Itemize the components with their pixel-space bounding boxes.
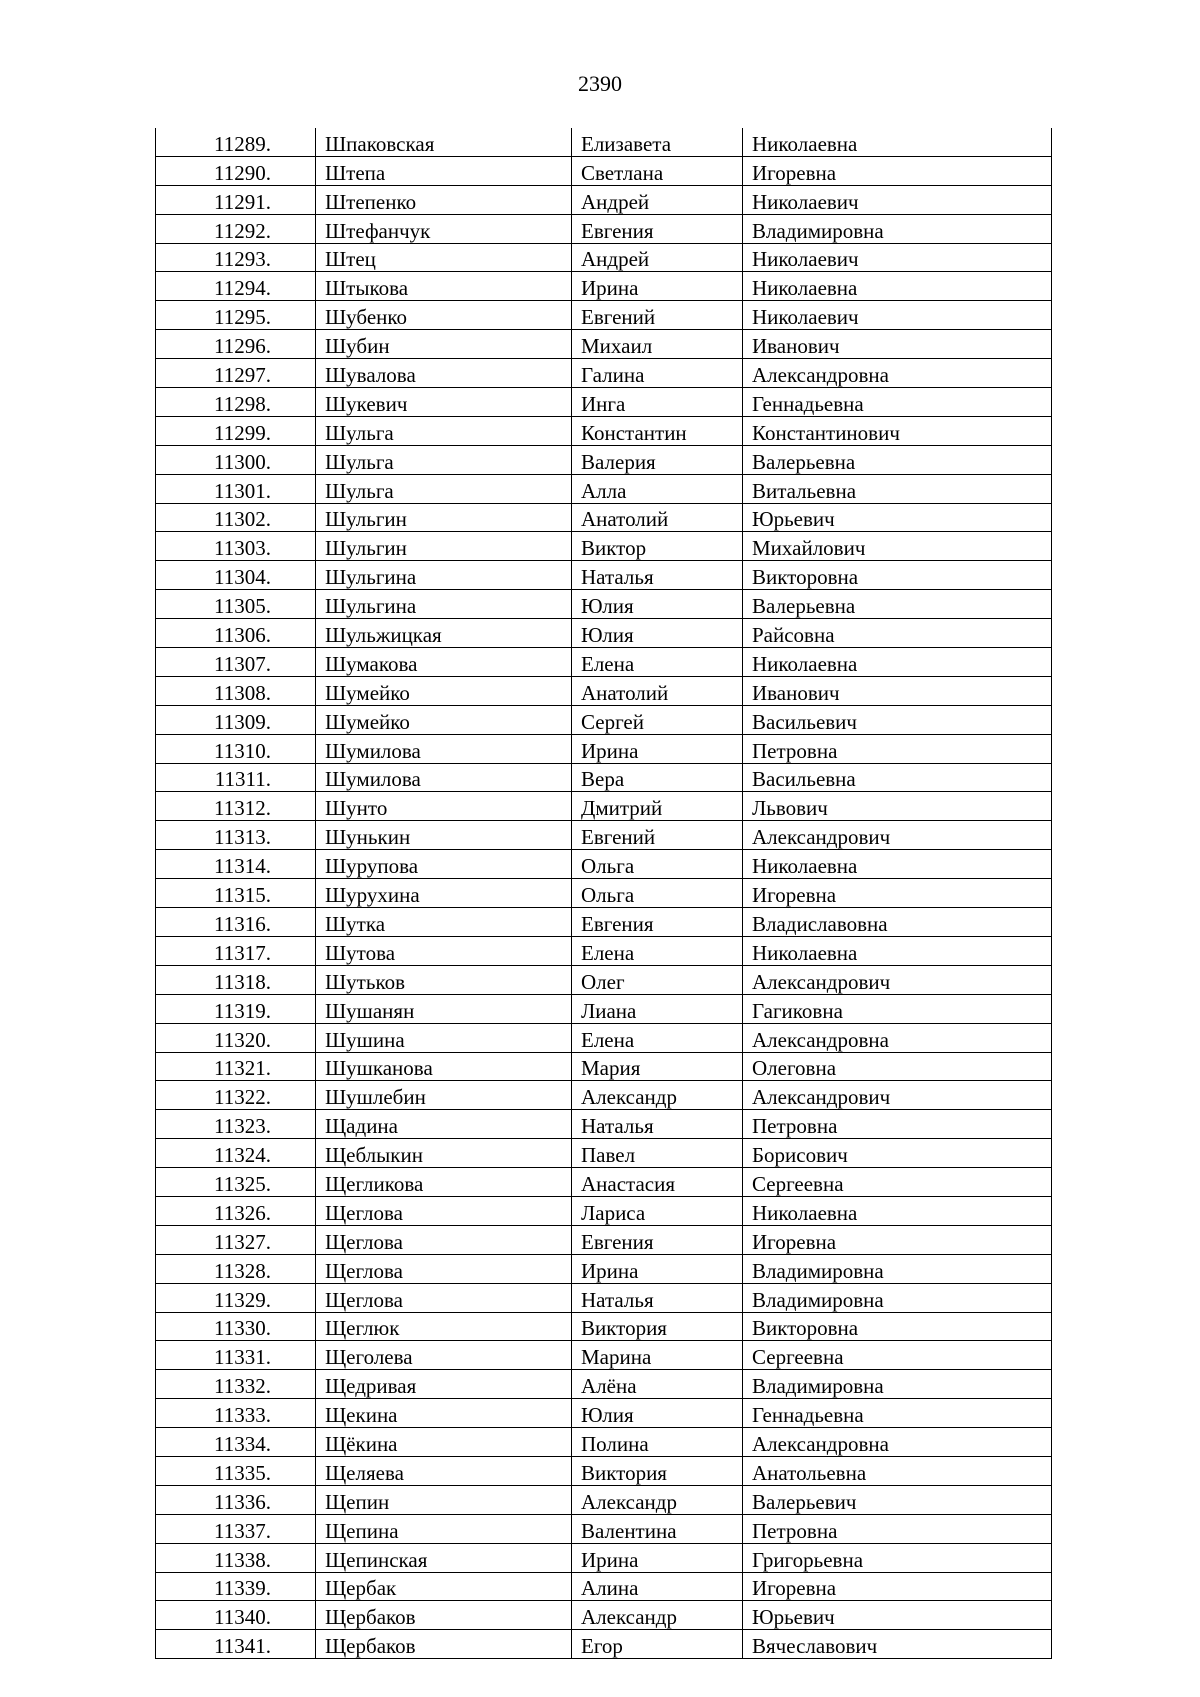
table-row [156,1023,1052,1052]
table-row [156,359,1052,388]
first-name-cell: Наталья [572,561,743,590]
table-row [156,1601,1052,1630]
last-name-cell: Шульгина [316,590,572,619]
table-row [156,532,1052,561]
last-name-cell: Шульгин [316,503,572,532]
first-name-cell: Виктор [572,532,743,561]
row-number-cell: 11340. [156,1601,316,1630]
first-name-cell: Ольга [572,850,743,879]
patronymic-cell: Владимировна [743,214,1052,243]
last-name-cell: Щегликова [316,1168,572,1197]
last-name-cell: Шурупова [316,850,572,879]
last-name-cell: Щеблыкин [316,1139,572,1168]
patronymic-cell: Петровна [743,1110,1052,1139]
table-row [156,128,1052,156]
first-name-cell: Евгения [572,1225,743,1254]
row-number-cell: 11291. [156,185,316,214]
table-row [156,1283,1052,1312]
table-row [156,821,1052,850]
last-name-cell: Шушлебин [316,1081,572,1110]
table-row [156,1399,1052,1428]
last-name-cell: Шумейко [316,705,572,734]
first-name-cell: Юлия [572,1399,743,1428]
row-number-cell: 11325. [156,1168,316,1197]
row-number-cell: 11341. [156,1630,316,1659]
last-name-cell: Штепенко [316,185,572,214]
first-name-cell: Ирина [572,272,743,301]
patronymic-cell: Вячеславович [743,1630,1052,1659]
row-number-cell: 11305. [156,590,316,619]
table-row [156,1543,1052,1572]
patronymic-cell: Сергеевна [743,1168,1052,1197]
first-name-cell: Инга [572,388,743,417]
table-row [156,705,1052,734]
patronymic-cell: Юрьевич [743,503,1052,532]
row-number-cell: 11302. [156,503,316,532]
last-name-cell: Щеляева [316,1456,572,1485]
table-row [156,1514,1052,1543]
patronymic-cell: Валерьевна [743,445,1052,474]
table-row [156,850,1052,879]
last-name-cell: Шубин [316,330,572,359]
table-row [156,1485,1052,1514]
patronymic-cell: Иванович [743,330,1052,359]
first-name-cell: Вера [572,763,743,792]
row-number-cell: 11320. [156,1023,316,1052]
first-name-cell: Ирина [572,734,743,763]
last-name-cell: Шумейко [316,676,572,705]
first-name-cell: Алёна [572,1370,743,1399]
table-row [156,763,1052,792]
table-row [156,503,1052,532]
last-name-cell: Шукевич [316,388,572,417]
patronymic-cell: Валерьевна [743,590,1052,619]
patronymic-cell: Владимировна [743,1283,1052,1312]
last-name-cell: Шумилова [316,763,572,792]
first-name-cell: Наталья [572,1283,743,1312]
row-number-cell: 11338. [156,1543,316,1572]
table-row [156,561,1052,590]
row-number-cell: 11312. [156,792,316,821]
row-number-cell: 11316. [156,908,316,937]
row-number-cell: 11331. [156,1341,316,1370]
first-name-cell: Дмитрий [572,792,743,821]
patronymic-cell: Игоревна [743,1572,1052,1601]
row-number-cell: 11297. [156,359,316,388]
last-name-cell: Щербак [316,1572,572,1601]
patronymic-cell: Олеговна [743,1052,1052,1081]
last-name-cell: Штепа [316,156,572,185]
first-name-cell: Полина [572,1428,743,1457]
table-row [156,1572,1052,1601]
first-name-cell: Александр [572,1081,743,1110]
first-name-cell: Анатолий [572,676,743,705]
page-number: 2390 [578,71,622,96]
table-row [156,1052,1052,1081]
row-number-cell: 11289. [156,128,316,156]
patronymic-cell: Николаевна [743,936,1052,965]
last-name-cell: Щекина [316,1399,572,1428]
patronymic-cell: Александровна [743,359,1052,388]
row-number-cell: 11308. [156,676,316,705]
first-name-cell: Евгения [572,214,743,243]
first-name-cell: Олег [572,965,743,994]
table-row [156,1196,1052,1225]
row-number-cell: 11301. [156,474,316,503]
row-number-cell: 11314. [156,850,316,879]
table-row [156,330,1052,359]
first-name-cell: Алла [572,474,743,503]
row-number-cell: 11290. [156,156,316,185]
first-name-cell: Юлия [572,590,743,619]
table-row [156,1081,1052,1110]
row-number-cell: 11328. [156,1254,316,1283]
last-name-cell: Шушина [316,1023,572,1052]
table-row [156,243,1052,272]
table-row [156,185,1052,214]
patronymic-cell: Николаевич [743,185,1052,214]
last-name-cell: Шумакова [316,648,572,677]
first-name-cell: Галина [572,359,743,388]
last-name-cell: Штефанчук [316,214,572,243]
last-name-cell: Щербаков [316,1630,572,1659]
table-row [156,416,1052,445]
patronymic-cell: Витальевна [743,474,1052,503]
last-name-cell: Штец [316,243,572,272]
first-name-cell: Марина [572,1341,743,1370]
last-name-cell: Шутьков [316,965,572,994]
patronymic-cell: Сергеевна [743,1341,1052,1370]
table-row [156,1110,1052,1139]
patronymic-cell: Игоревна [743,879,1052,908]
row-number-cell: 11329. [156,1283,316,1312]
row-number-cell: 11295. [156,301,316,330]
table-row [156,734,1052,763]
last-name-cell: Шульга [316,416,572,445]
row-number-cell: 11336. [156,1485,316,1514]
first-name-cell: Александр [572,1485,743,1514]
row-number-cell: 11309. [156,705,316,734]
patronymic-cell: Николаевна [743,648,1052,677]
first-name-cell: Лариса [572,1196,743,1225]
table-row [156,388,1052,417]
row-number-cell: 11334. [156,1428,316,1457]
first-name-cell: Анатолий [572,503,743,532]
last-name-cell: Щеглова [316,1283,572,1312]
last-name-cell: Щеголева [316,1341,572,1370]
first-name-cell: Ольга [572,879,743,908]
patronymic-cell: Игоревна [743,1225,1052,1254]
patronymic-cell: Григорьевна [743,1543,1052,1572]
patronymic-cell: Николаевич [743,301,1052,330]
first-name-cell: Валентина [572,1514,743,1543]
first-name-cell: Ирина [572,1254,743,1283]
table-row [156,792,1052,821]
first-name-cell: Евгения [572,908,743,937]
last-name-cell: Щеглюк [316,1312,572,1341]
row-number-cell: 11294. [156,272,316,301]
last-name-cell: Шувалова [316,359,572,388]
row-number-cell: 11296. [156,330,316,359]
patronymic-cell: Викторовна [743,561,1052,590]
row-number-cell: 11330. [156,1312,316,1341]
row-number-cell: 11335. [156,1456,316,1485]
first-name-cell: Андрей [572,185,743,214]
last-name-cell: Шушканова [316,1052,572,1081]
patronymic-cell: Геннадьевна [743,1399,1052,1428]
row-number-cell: 11326. [156,1196,316,1225]
row-number-cell: 11299. [156,416,316,445]
last-name-cell: Щадина [316,1110,572,1139]
first-name-cell: Константин [572,416,743,445]
first-name-cell: Михаил [572,330,743,359]
patronymic-cell: Викторовна [743,1312,1052,1341]
row-number-cell: 11332. [156,1370,316,1399]
first-name-cell: Елизавета [572,128,743,156]
table-row [156,214,1052,243]
table-row [156,156,1052,185]
patronymic-cell: Николаевна [743,272,1052,301]
patronymic-cell: Петровна [743,1514,1052,1543]
row-number-cell: 11318. [156,965,316,994]
patronymic-cell: Гагиковна [743,994,1052,1023]
table-row [156,908,1052,937]
row-number-cell: 11300. [156,445,316,474]
row-number-cell: 11337. [156,1514,316,1543]
last-name-cell: Шульга [316,445,572,474]
first-name-cell: Наталья [572,1110,743,1139]
first-name-cell: Егор [572,1630,743,1659]
table-row [156,879,1052,908]
row-number-cell: 11313. [156,821,316,850]
last-name-cell: Шпаковская [316,128,572,156]
last-name-cell: Щеглова [316,1254,572,1283]
last-name-cell: Шубенко [316,301,572,330]
last-name-cell: Шульга [316,474,572,503]
patronymic-cell: Владимировна [743,1254,1052,1283]
last-name-cell: Щепинская [316,1543,572,1572]
patronymic-cell: Николаевич [743,243,1052,272]
last-name-cell: Шутова [316,936,572,965]
row-number-cell: 11315. [156,879,316,908]
last-name-cell: Шульгин [316,532,572,561]
first-name-cell: Виктория [572,1312,743,1341]
first-name-cell: Александр [572,1601,743,1630]
table-row [156,648,1052,677]
patronymic-cell: Борисович [743,1139,1052,1168]
last-name-cell: Щёкина [316,1428,572,1457]
row-number-cell: 11307. [156,648,316,677]
last-name-cell: Штыкова [316,272,572,301]
patronymic-cell: Михайлович [743,532,1052,561]
last-name-cell: Шутка [316,908,572,937]
patronymic-cell: Владиславовна [743,908,1052,937]
table-row [156,994,1052,1023]
table-row [156,1370,1052,1399]
patronymic-cell: Константинович [743,416,1052,445]
patronymic-cell: Анатольевна [743,1456,1052,1485]
last-name-cell: Шурухина [316,879,572,908]
table-row [156,301,1052,330]
row-number-cell: 11327. [156,1225,316,1254]
first-name-cell: Андрей [572,243,743,272]
first-name-cell: Юлия [572,619,743,648]
row-number-cell: 11298. [156,388,316,417]
row-number-cell: 11310. [156,734,316,763]
last-name-cell: Шульгина [316,561,572,590]
first-name-cell: Светлана [572,156,743,185]
last-name-cell: Щепин [316,1485,572,1514]
first-name-cell: Мария [572,1052,743,1081]
last-name-cell: Шушанян [316,994,572,1023]
row-number-cell: 11324. [156,1139,316,1168]
patronymic-cell: Александрович [743,1081,1052,1110]
row-number-cell: 11339. [156,1572,316,1601]
first-name-cell: Сергей [572,705,743,734]
row-number-cell: 11303. [156,532,316,561]
row-number-cell: 11321. [156,1052,316,1081]
patronymic-cell: Александровна [743,1023,1052,1052]
table-row [156,1254,1052,1283]
table-row [156,590,1052,619]
patronymic-cell: Александрович [743,965,1052,994]
table-row [156,1456,1052,1485]
last-name-cell: Шунькин [316,821,572,850]
row-number-cell: 11319. [156,994,316,1023]
last-name-cell: Щедривая [316,1370,572,1399]
last-name-cell: Щеглова [316,1196,572,1225]
last-name-cell: Шульжицкая [316,619,572,648]
patronymic-cell: Владимировна [743,1370,1052,1399]
table-row [156,1428,1052,1457]
table-row [156,474,1052,503]
patronymic-cell: Игоревна [743,156,1052,185]
table-row [156,619,1052,648]
row-number-cell: 11293. [156,243,316,272]
patronymic-cell: Геннадьевна [743,388,1052,417]
patronymic-cell: Александровна [743,1428,1052,1457]
last-name-cell: Щепина [316,1514,572,1543]
table-row [156,1139,1052,1168]
patronymic-cell: Юрьевич [743,1601,1052,1630]
first-name-cell: Виктория [572,1456,743,1485]
first-name-cell: Алина [572,1572,743,1601]
last-name-cell: Шунто [316,792,572,821]
table-row [156,272,1052,301]
row-number-cell: 11304. [156,561,316,590]
first-name-cell: Елена [572,1023,743,1052]
table-row [156,1168,1052,1197]
names-table-body [156,128,1052,1659]
first-name-cell: Евгений [572,301,743,330]
patronymic-cell: Васильевна [743,763,1052,792]
table-row [156,965,1052,994]
first-name-cell: Валерия [572,445,743,474]
first-name-cell: Павел [572,1139,743,1168]
patronymic-cell: Васильевич [743,705,1052,734]
table-row [156,1630,1052,1659]
first-name-cell: Евгений [572,821,743,850]
first-name-cell: Елена [572,648,743,677]
row-number-cell: 11322. [156,1081,316,1110]
patronymic-cell: Иванович [743,676,1052,705]
table-row [156,1225,1052,1254]
patronymic-cell: Николаевна [743,128,1052,156]
row-number-cell: 11311. [156,763,316,792]
row-number-cell: 11333. [156,1399,316,1428]
patronymic-cell: Александрович [743,821,1052,850]
patronymic-cell: Петровна [743,734,1052,763]
first-name-cell: Елена [572,936,743,965]
patronymic-cell: Валерьевич [743,1485,1052,1514]
patronymic-cell: Николаевна [743,850,1052,879]
patronymic-cell: Райсовна [743,619,1052,648]
first-name-cell: Ирина [572,1543,743,1572]
patronymic-cell: Львович [743,792,1052,821]
patronymic-cell: Николаевна [743,1196,1052,1225]
row-number-cell: 11306. [156,619,316,648]
names-table [155,128,1052,1659]
table-row [156,1312,1052,1341]
first-name-cell: Лиана [572,994,743,1023]
last-name-cell: Щербаков [316,1601,572,1630]
table-row [156,1341,1052,1370]
table-row [156,445,1052,474]
row-number-cell: 11323. [156,1110,316,1139]
row-number-cell: 11317. [156,936,316,965]
row-number-cell: 11292. [156,214,316,243]
first-name-cell: Анастасия [572,1168,743,1197]
last-name-cell: Щеглова [316,1225,572,1254]
table-row [156,676,1052,705]
last-name-cell: Шумилова [316,734,572,763]
table-row [156,936,1052,965]
